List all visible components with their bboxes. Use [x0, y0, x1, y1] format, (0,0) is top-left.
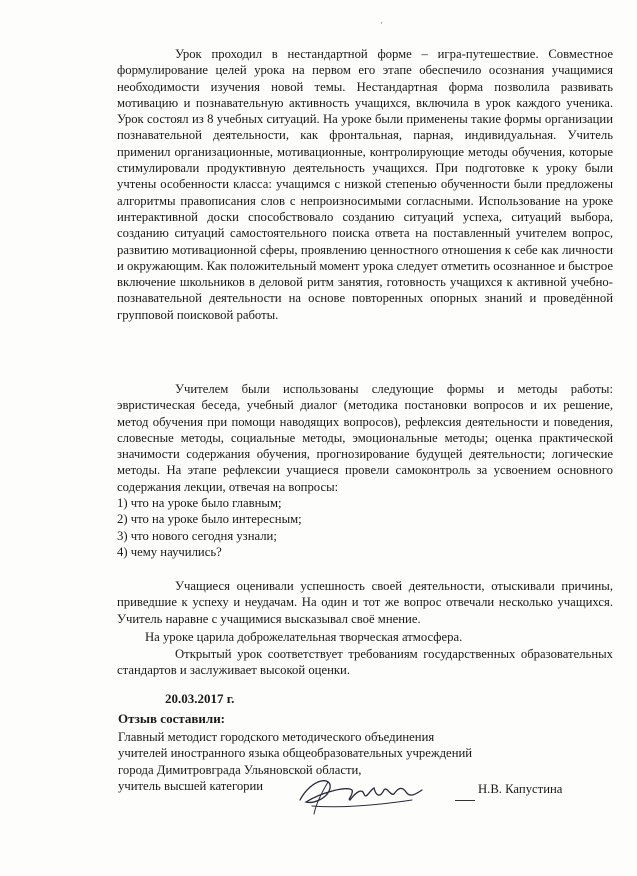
- question-item: 2) что на уроке было интересным;: [117, 512, 302, 527]
- body-paragraph-3: [117, 578, 613, 627]
- body-paragraph-4: [117, 629, 613, 645]
- signature-underline: [455, 800, 475, 801]
- paragraph-self-assessment: Учащиеся оценивали успешность своей деятельности, отыскивали причины, приведшие к успеху и неудачам. На один и тот же вопрос отвечали несколько учащихся. Учитель наравне с учащимися высказывал своё мнение.: [117, 579, 613, 626]
- author-name: Н.В. Капустина: [478, 782, 563, 796]
- document-date: 20.03.2017 г.: [165, 691, 235, 706]
- paragraph-conclusion: Открытый урок соответствует требованиям государственных образовательных стандартов и заслуживает высокой оценки.: [117, 647, 613, 678]
- paragraph-atmosphere: На уроке царила доброжелательная творческая атмосфера.: [145, 630, 463, 644]
- body-paragraph-5: [117, 646, 613, 679]
- reviewer-line: города Димитровграда Ульяновской области,: [118, 762, 362, 777]
- question-item: 4) чему научились?: [117, 544, 222, 559]
- reviewers-heading: Отзыв составили:: [118, 711, 226, 726]
- reviewer-line: учителей иностранного языка общеобразовательных учреждений: [118, 746, 473, 761]
- question-item: 3) что нового сегодня узнали;: [117, 528, 277, 543]
- scan-speck: ·: [380, 18, 383, 28]
- reviewer-line: Главный методист городского методического объединения: [118, 730, 435, 744]
- handwritten-signature: [292, 770, 432, 820]
- body-paragraph-1: [117, 46, 613, 323]
- body-paragraph-2: [117, 381, 613, 560]
- question-item: 1) что на уроке было главным;: [117, 496, 282, 511]
- reviewer-line: учитель высшей категории: [118, 778, 264, 793]
- paragraph-lesson-overview: Урок проходил в нестандартной форме – игра-путешествие. Совместное формулирование целей урока на первом его этапе обеспечило осознания учащимися необходимости изучения новой темы. Нестандартная форма позволила развивать мотивацию и познавательную активность учащихся, включила в урок каждого ученика. Урок состоял из 8 учебных ситуаций. На уроке были применены такие формы организации познавательной деятельности, как фронтальная, парная, индивидуальная. Учитель применил организационные, мотивационные, контролирующие методы обучения, которые стимулировали продуктивную деятельность учащихся. При подготовке к уроку были учтены особенности класса: учащимся с низкой степенью обученности были предложены алгоритмы правописания слов с непроизносимыми согласными. Использование на уроке интерактивной доски способствовало созданию ситуаций успеха, ситуаций выбора, созданию ситуаций самостоятельного поиска ответа на поставленный учителем вопрос, развитию мотивационной сферы, проявлению ценностного отношения к себе как личности и окружающим. Как положительный момент урока следует отметить осознанное и быстрое включение школьников в деловой ритм занятия, готовность учащихся к активной учебно-познавательной деятельности на основе повторенных опорных знаний и проведённой групповой поисковой работы.: [117, 47, 613, 322]
- paragraph-methods: Учителем были использованы следующие формы и методы работы: эвристическая беседа, учебный диалог (методика постановки вопросов и их решение, метод обучения при помощи наводящих вопросов), рефлексия деятельности и поведения, словесные методы, социальные методы, эмоциональные методы; оценка практической значимости содержания обучения, прогнозирование будущей деятельности; логические методы. На этапе рефлексии учащиеся провели самоконтроль за усвоением основного содержания лекции, отвечая на вопросы:: [117, 382, 613, 494]
